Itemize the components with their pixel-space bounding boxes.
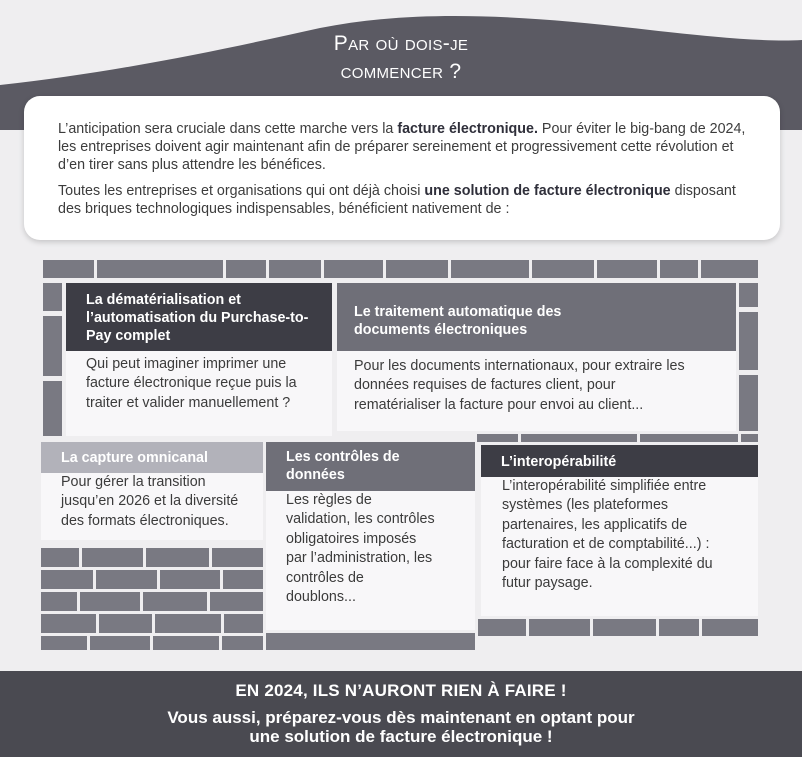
brick — [532, 260, 594, 278]
brick — [41, 548, 79, 567]
footer-cta-line1: Vous aussi, préparez-vous dès maintenant en optant pour — [167, 708, 635, 727]
box-capture-text: Pour gérer la transition jusqu’en 2026 et la diversité des formats électroniques. — [61, 474, 239, 529]
intro-p1-bold: facture électronique. — [397, 121, 538, 137]
brick — [210, 592, 263, 611]
brick — [226, 260, 266, 278]
brick — [97, 260, 223, 278]
brick — [597, 260, 657, 278]
brick — [143, 592, 207, 611]
brick — [593, 619, 656, 636]
brick — [659, 619, 699, 636]
brick — [41, 636, 87, 650]
brick — [146, 548, 209, 567]
brick — [90, 636, 150, 650]
box-dematerialisation-header — [66, 283, 332, 351]
brick — [212, 548, 263, 567]
intro-paragraph-2 — [58, 182, 754, 218]
box-interoperabilite-text-wrap — [481, 477, 758, 616]
box-dematerialisation-text-wrap — [66, 351, 332, 436]
box-interoperabilite-heading: L’interopérabilité — [501, 454, 617, 470]
brick — [43, 283, 62, 311]
brick — [96, 570, 157, 589]
brick — [451, 260, 529, 278]
brick — [41, 570, 93, 589]
brick — [701, 260, 758, 278]
brick — [223, 570, 263, 589]
brick — [99, 614, 152, 633]
footer-banner — [0, 671, 802, 757]
brick — [43, 260, 94, 278]
intro-card — [24, 96, 780, 240]
intro-p2-bold: une solution de facture électronique — [424, 183, 671, 199]
brick — [43, 381, 62, 436]
brick — [640, 434, 738, 442]
brick — [660, 260, 698, 278]
box-controles-header — [266, 442, 475, 491]
brick — [529, 619, 590, 636]
brick — [41, 592, 77, 611]
brick — [324, 260, 383, 278]
footer-headline: EN 2024, ILS N’AURONT RIEN À FAIRE ! — [235, 681, 567, 700]
footer-cta-line2: une solution de facture électronique ! — [249, 727, 553, 746]
brick — [80, 592, 140, 611]
intro-p1-text-b: Pour éviter le big-bang de 2024, les entreprises doivent agir maintenant afin de préparer sereinement et progressivement cette révolution et d’en tirer sans plus attendre les bénéfices. — [58, 121, 746, 173]
brick — [477, 434, 518, 442]
page-title — [0, 30, 802, 86]
intro-p2-text-a: Toutes les entreprises et organisations qui ont déjà choisi — [58, 183, 425, 199]
box-controles-text: Les règles de validation, les contrôles obligatoires imposés par l’administration, les contrôles de doublons... — [286, 492, 435, 606]
intro-p2-text-b: disposant des briques technologiques indispensables, bénéficient nativement de : — [58, 183, 736, 217]
box-controles-heading: Les contrôles de données — [286, 449, 400, 483]
brick — [41, 614, 96, 633]
box-traitement-header — [337, 283, 736, 351]
brick — [739, 375, 758, 431]
brick — [702, 619, 758, 636]
intro-p1-text-a: L’anticipation sera cruciale dans cette marche vers la — [58, 121, 398, 137]
brick — [739, 312, 758, 370]
box-traitement-text: Pour les documents internationaux, pour extraire les données requises de factures client, pour rematérialiser la facture pour envoi au client... — [354, 358, 685, 413]
brick — [386, 260, 448, 278]
brick — [155, 614, 221, 633]
brick — [224, 614, 263, 633]
box-capture-text-wrap — [41, 473, 263, 540]
brick — [222, 636, 263, 650]
brick — [160, 570, 220, 589]
brick — [43, 316, 62, 376]
intro-paragraph-1 — [58, 120, 754, 174]
brick — [266, 633, 475, 650]
box-interoperabilite-header — [481, 445, 758, 477]
box-dematerialisation-heading: La dématérialisation et l’automatisation du Purchase-to-Pay complet — [86, 292, 309, 344]
brick — [741, 434, 758, 442]
footer-cta — [0, 708, 802, 746]
box-controles-text-wrap — [266, 491, 475, 630]
brick — [739, 283, 758, 307]
box-traitement-heading: Le traitement automatique des documents électroniques — [354, 304, 562, 338]
brick — [521, 434, 637, 442]
brick — [82, 548, 143, 567]
page-title-line1: Par où dois-je — [333, 32, 469, 55]
box-interoperabilite-text: L’interopérabilité simplifiée entre systèmes (les plateformes partenaires, les applicatifs de facturation et de comptabilité...) : pour faire face à la complexité du futur paysage. — [502, 478, 713, 592]
box-dematerialisation-text: Qui peut imaginer imprimer une facture électronique reçue puis la traiter et valider manuellement ? — [86, 356, 297, 411]
box-capture-header — [41, 442, 263, 473]
box-traitement-text-wrap — [337, 351, 736, 431]
page-title-line2: commencer ? — [340, 60, 462, 83]
box-capture-heading: La capture omnicanal — [61, 450, 208, 466]
brick — [478, 619, 526, 636]
brick — [269, 260, 321, 278]
brick — [153, 636, 219, 650]
